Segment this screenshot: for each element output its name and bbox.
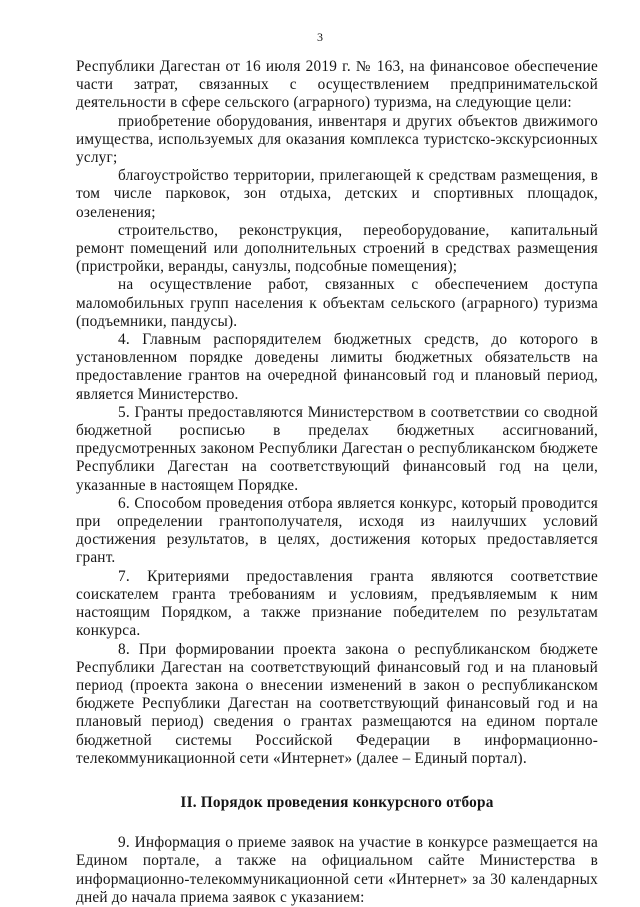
paragraph: строительство, реконструкция, переоборудование, капитальный ремонт помещений или дополнительных строений в средствах размещения (пристройки, веранды, санузлы, подсобные помещения);	[76, 221, 598, 276]
paragraph: 6. Способом проведения отбора является конкурс, который проводится при определении грантополучателя, исходя из наилучших условий достижения результатов, в целях, достижения которых предоставляется грант.	[76, 494, 598, 567]
paragraph: приобретение оборудования, инвентаря и других объектов движимого имущества, используемых для оказания комплекса туристско-экскурсионных услуг;	[76, 112, 598, 167]
paragraph: 4. Главным распорядителем бюджетных средств, до которого в установленном порядке доведены лимиты бюджетных обязательств на предоставление грантов на очередной финансовый год и плановый период, является Министерство.	[76, 331, 598, 403]
paragraph: Республики Дагестан от 16 июля 2019 г. № 163, на финансовое обеспечение части затрат, связанных с осуществлением предпринимательской деятельности в сфере сельского (аграрного) туризма, на следующие цели:	[76, 58, 598, 112]
document-body	[76, 58, 598, 907]
paragraph: 9. Информация о приеме заявок на участие в конкурсе размещается на Едином портале, а также на официальном сайте Министерства в информационно-телекоммуникационной сети «Интернет» за 30 календарных дней до начала приема заявок с указанием:	[76, 834, 598, 906]
paragraph: на осуществление работ, связанных с обеспечением доступа маломобильных групп населения к объектам сельского (аграрного) туризма (подъемники, пандусы).	[76, 276, 598, 330]
page-number: 3	[317, 30, 323, 44]
paragraph: 7. Критериями предоставления гранта являются соответствие соискателем гранта требованиям и условиям, предъявляемым к ним настоящим Порядком, а также признание победителем по результатам конкурса.	[76, 567, 598, 640]
paragraph: благоустройство территории, прилегающей к средствам размещения, в том числе парковок, зон отдыха, детских и спортивных площадок, озеленения;	[76, 167, 598, 221]
paragraph: 8. При формировании проекта закона о республиканском бюджете Республики Дагестан на соответствующий финансовый год и на плановый период (проекта закона о внесении изменений в закон о республиканском бюджете Республики Дагестан на соответствующий финансовый год и на плановый период) сведения о грантах размещаются на едином портале бюджетной системы Российской Федерации в информационно-телекоммуникационной сети «Интернет» (далее – Единый портал).	[76, 640, 598, 767]
section-heading: II. Порядок проведения конкурсного отбора	[180, 793, 494, 811]
paragraph: 5. Гранты предоставляются Министерством в соответствии со сводной бюджетной росписью в пределах бюджетных ассигнований, предусмотренных законом Республики Дагестан о республиканском бюджете Республики Дагестан на соответствующий финансовый год на цели, указанные в настоящем Порядке.	[76, 403, 598, 494]
